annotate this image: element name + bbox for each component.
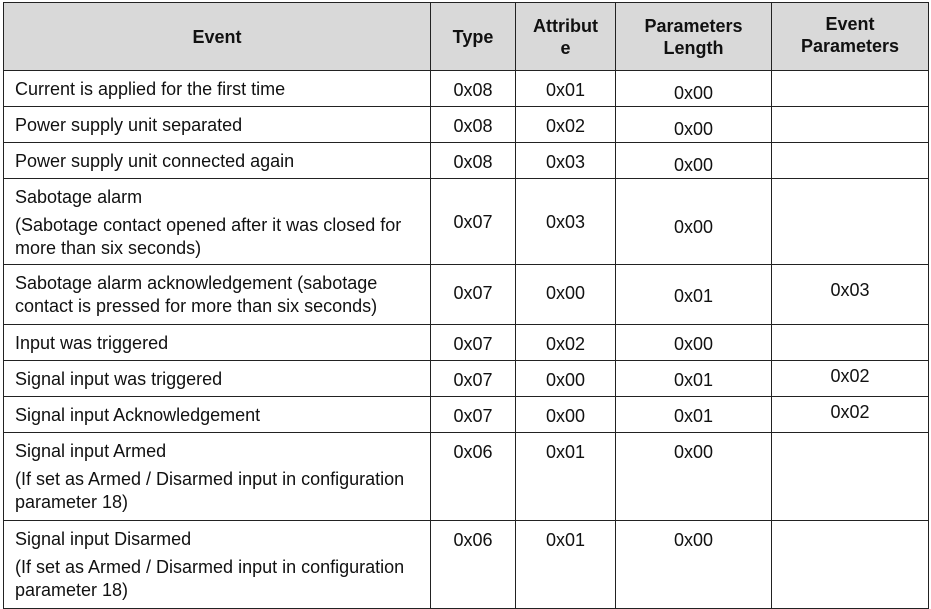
length-cell: 0x00 [616,325,772,361]
table-row [4,397,929,433]
event-cell [4,521,431,609]
type-cell: 0x07 [431,265,516,325]
table-row [4,433,929,521]
length-cell: 0x01 [616,361,772,397]
length-cell: 0x00 [616,433,772,521]
attribute-cell: 0x02 [516,107,616,143]
event-title: Signal input Disarmed [15,529,192,549]
event-params-cell [772,325,929,361]
event-title: Signal input Armed [15,441,167,461]
table-row [4,325,929,361]
header-parameters-length: Parameters Length [616,3,772,71]
event-cell: Signal input Acknowledgement [4,397,431,433]
event-params-cell [772,107,929,143]
event-note: (If set as Armed / Disarmed input in configuration parameter 18) [15,469,405,512]
event-params-cell: 0x03 [772,265,929,325]
type-cell: 0x07 [431,179,516,265]
type-cell: 0x08 [431,107,516,143]
event-cell: Power supply unit separated [4,107,431,143]
event-cell: Current is applied for the first time [4,71,431,107]
event-cell: Input was triggered [4,325,431,361]
event-params-cell [772,179,929,265]
event-table [3,2,929,609]
event-params-cell: 0x02 [772,361,929,397]
event-note: (If set as Armed / Disarmed input in configuration parameter 18) [15,557,405,600]
type-cell: 0x07 [431,361,516,397]
event-title: Sabotage alarm [15,187,143,207]
attribute-cell: 0x03 [516,143,616,179]
attribute-cell: 0x01 [516,521,616,609]
event-cell [4,179,431,265]
length-cell: 0x00 [616,107,772,143]
event-params-cell [772,143,929,179]
header-row [4,3,929,71]
event-note: (Sabotage contact opened after it was closed for more than six seconds) [15,215,402,258]
event-cell: Power supply unit connected again [4,143,431,179]
table-row [4,265,929,325]
length-cell: 0x00 [616,521,772,609]
attribute-cell: 0x01 [516,433,616,521]
length-cell: 0x00 [616,71,772,107]
header-event-parameters: Event Parameters [772,3,929,71]
type-cell: 0x08 [431,71,516,107]
length-cell: 0x00 [616,143,772,179]
event-params-cell [772,521,929,609]
type-cell: 0x06 [431,521,516,609]
table-row [4,143,929,179]
attribute-cell: 0x02 [516,325,616,361]
table-row [4,71,929,107]
length-cell: 0x01 [616,397,772,433]
event-params-cell: 0x02 [772,397,929,433]
attribute-cell: 0x00 [516,361,616,397]
event-cell: Sabotage alarm acknowledgement (sabotage contact is pressed for more than six seconds) [4,265,431,325]
event-params-cell [772,433,929,521]
attribute-cell: 0x00 [516,265,616,325]
table-row [4,521,929,609]
length-cell: 0x01 [616,265,772,325]
event-cell: Signal input was triggered [4,361,431,397]
table-row [4,361,929,397]
header-attribute: Attribut e [516,3,616,71]
type-cell: 0x06 [431,433,516,521]
event-cell [4,433,431,521]
table-row [4,179,929,265]
attribute-cell: 0x00 [516,397,616,433]
length-cell: 0x00 [616,179,772,265]
type-cell: 0x07 [431,397,516,433]
attribute-cell: 0x03 [516,179,616,265]
type-cell: 0x07 [431,325,516,361]
attribute-cell: 0x01 [516,71,616,107]
type-cell: 0x08 [431,143,516,179]
table-row [4,107,929,143]
header-type: Type [431,3,516,71]
header-event: Event [4,3,431,71]
event-params-cell [772,71,929,107]
